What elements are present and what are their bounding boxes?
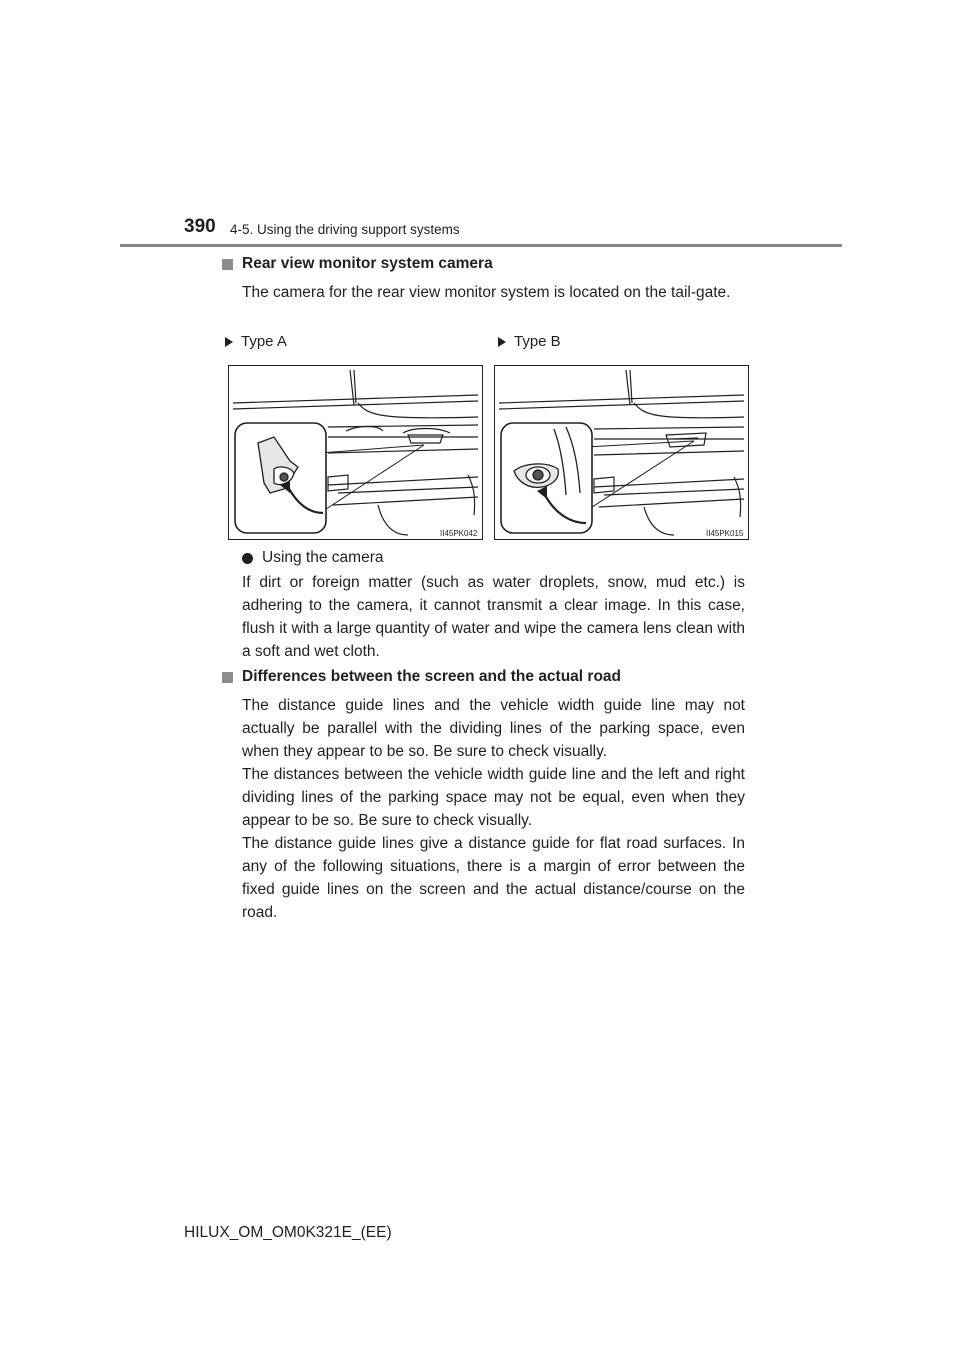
bullet-using-camera-text: Using the camera	[262, 549, 384, 566]
differences-paragraph-2: The distances between the vehicle width guide line and the left and right dividing lines of the parking space may not be equal, even when they appear to be so. Be sure to check visually.	[242, 766, 745, 829]
round-bullet-icon	[242, 553, 253, 564]
square-bullet-icon	[222, 259, 233, 270]
type-b-label	[498, 333, 561, 350]
tailgate-illustration-b	[494, 365, 749, 540]
section-title: 4-5. Using the driving support systems	[230, 222, 460, 237]
figure-type-a	[228, 365, 483, 540]
type-a-label	[225, 333, 287, 350]
header-rule	[120, 244, 842, 247]
type-a-label-text: Type A	[241, 333, 287, 350]
heading-differences	[222, 668, 621, 686]
triangle-bullet-icon	[498, 337, 506, 347]
triangle-bullet-icon	[225, 337, 233, 347]
heading-differences-text: Differences between the screen and the actual road	[242, 668, 622, 685]
figure-type-b	[494, 365, 749, 540]
figure-code-b: II45PK015	[706, 529, 744, 538]
bullet-using-camera	[242, 549, 383, 567]
figure-code-a: II45PK042	[440, 529, 478, 538]
camera-location-paragraph: The camera for the rear view monitor system is located on the tail-gate.	[242, 284, 731, 301]
square-bullet-icon	[222, 672, 233, 683]
page-number: 390	[184, 216, 216, 237]
heading-camera	[222, 255, 493, 273]
heading-camera-text: Rear view monitor system camera	[242, 255, 493, 272]
tailgate-illustration-a	[228, 365, 483, 540]
differences-paragraph-3: The distance guide lines give a distance guide for flat road surfaces. In any of the following situations, there is a margin of error between the fixed guide lines on the screen and the actual distance/course on the road.	[242, 835, 745, 921]
footer-doc-code: HILUX_OM_OM0K321E_(EE)	[184, 1224, 392, 1241]
type-b-label-text: Type B	[514, 333, 561, 350]
camera-cleaning-paragraph: If dirt or foreign matter (such as water droplets, snow, mud etc.) is adhering to the camera, it cannot transmit a clear image. In this case, flush it with a large quantity of water and wipe the camera lens clean with a soft and wet cloth.	[242, 574, 745, 660]
differences-paragraph-1: The distance guide lines and the vehicle width guide line may not actually be parallel with the dividing lines of the parking space, even when they appear to be so. Be sure to check visually.	[242, 697, 745, 760]
